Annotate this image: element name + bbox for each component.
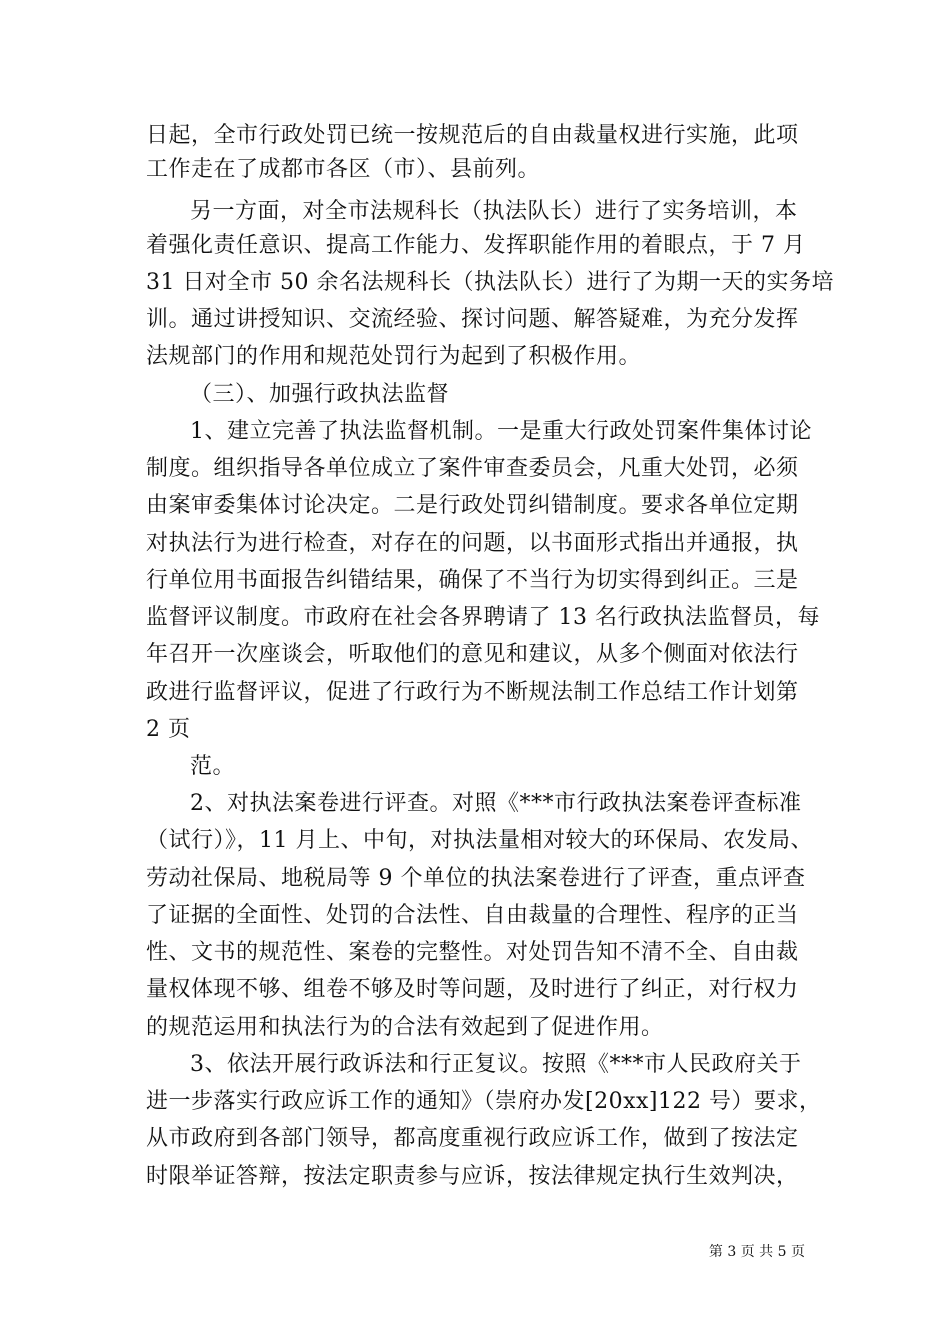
text-line: 日起，全市行政处罚已统一按规范后的自由裁量权进行实施，此项 [146,123,799,148]
text-line: 了证据的全面性、处罚的合法性、自由裁量的合理性、程序的正当 [146,903,799,928]
section-heading: （三）、加强行政执法监督 [190,382,450,407]
text-line: 2 页 [146,717,191,742]
text-line: 从市政府到各部门领导，都高度重视行政应诉工作，做到了按法定 [146,1126,799,1151]
text-line: 对执法行为进行检查，对存在的问题，以书面形式指出并通报，执 [146,531,799,556]
text-line: 2、对执法案卷进行评查。对照《***市行政执法案卷评查标准 [190,791,802,816]
text-line: 政进行监督评议，促进了行政行为不断规法制工作总结工作计划第 [146,680,799,705]
text-line: 训。通过讲授知识、交流经验、探讨问题、解答疑难，为充分发挥 [146,307,799,332]
text-line: 制度。组织指导各单位成立了案件审查委员会，凡重大处罚，必须 [146,456,799,481]
text-line: 年召开一次座谈会，听取他们的意见和建议，从多个侧面对依法行 [146,642,799,667]
text-line: 时限举证答辩，按法定职责参与应诉，按法律规定执行生效判决， [146,1164,799,1189]
text-line: 的规范运用和执法行为的合法有效起到了促进作用。 [146,1015,664,1040]
text-line: 进一步落实行政应诉工作的通知》（崇府办发[20xx]122 号）要求， [146,1089,822,1114]
text-line: （试行）》，11 月上、中旬，对执法量相对较大的环保局、农发局、 [146,828,813,853]
text-line: 由案审委集体讨论决定。二是行政处罚纠错制度。要求各单位定期 [146,493,799,518]
text-line: 工作走在了成都市各区（市）、县前列。 [146,157,541,182]
text-line: 另一方面，对全市法规科长（执法队长）进行了实务培训，本 [190,199,798,224]
text-line: 31 日对全市 50 余名法规科长（执法队长）进行了为期一天的实务培 [146,270,834,295]
text-line: 3、依法开展行政诉法和行正复议。按照《***市人民政府关于 [190,1052,802,1077]
text-line: 范。 [190,754,236,779]
text-line: 行单位用书面报告纠错结果，确保了不当行为切实得到纠正。三是 [146,568,799,593]
text-line: 量权体现不够、组卷不够及时等问题，及时进行了纠正，对行权力 [146,977,799,1002]
text-line: 着强化责任意识、提高工作能力、发挥职能作用的着眼点，于 7 月 [146,233,806,258]
text-line: 监督评议制度。市政府在社会各界聘请了 13 名行政执法监督员，每 [146,605,820,630]
text-line: 劳动社保局、地税局等 9 个单位的执法案卷进行了评查，重点评查 [146,866,806,891]
text-line: 性、文书的规范性、案卷的完整性。对处罚告知不清不全、自由裁 [146,940,799,965]
text-line: 1、建立完善了执法监督机制。一是重大行政处罚案件集体讨论 [190,419,812,444]
page-number: 第 3 页 共 5 页 [708,1244,805,1260]
text-line: 法规部门的作用和规范处罚行为起到了积极作用。 [146,344,642,369]
